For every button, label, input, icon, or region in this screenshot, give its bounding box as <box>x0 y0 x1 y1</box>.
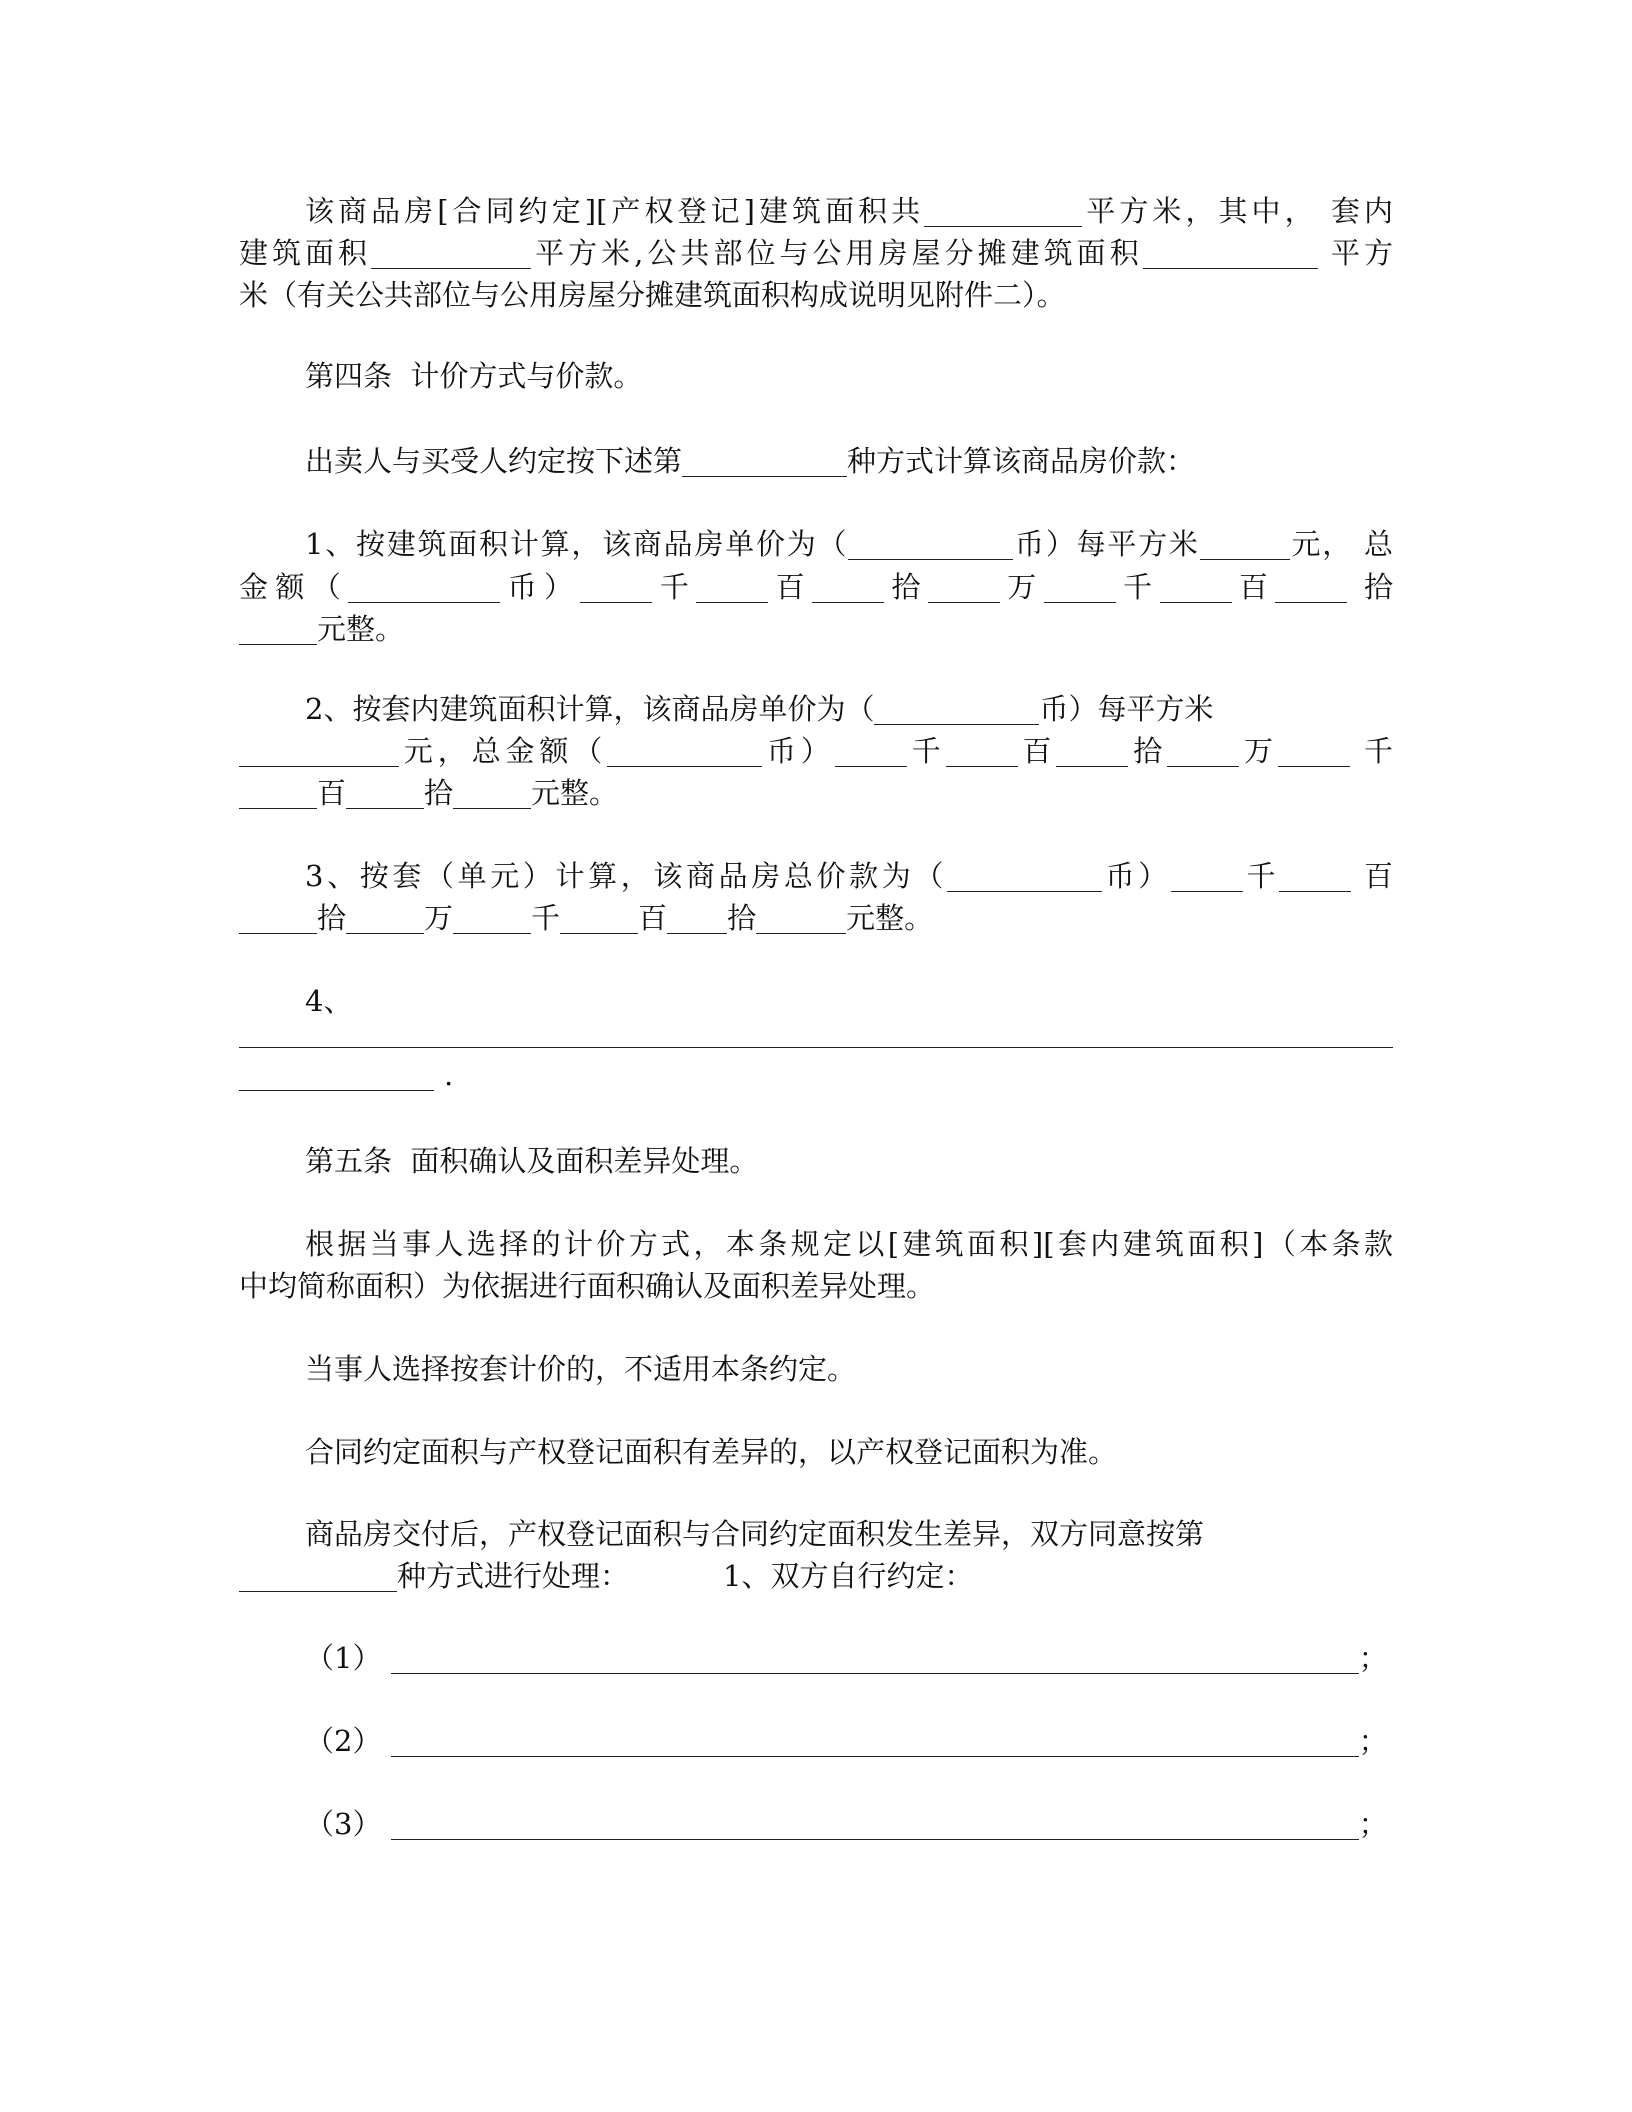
method-choice: 出卖人与买受人约定按下述第 种方式计算该商品房价款： <box>305 444 1196 478</box>
para1-line3: 米（有关公共部位与公用房屋分摊建筑面积构成说明见附件二）。 <box>239 278 1066 312</box>
para5a-line1: 根据当事人选择的计价方式，本条规定以[建筑面积][套内建筑面积]（本条款 <box>305 1227 1393 1261</box>
method3-line1: 3、按套（单元）计算，该商品房总价款为（ 币） 千 百 <box>305 859 1394 893</box>
method4-label: 4、 <box>305 984 353 1018</box>
article5-title: 第五条 面积确认及面积差异处理。 <box>305 1144 759 1178</box>
method4-end-dot: . <box>444 1058 454 1092</box>
para1-line1: 该商品房[合同约定][产权登记]建筑面积共 平方米，其中， 套内 <box>305 194 1393 228</box>
item-3: （3） ； <box>305 1807 1388 1841</box>
method3-line2: 拾 万 千 百 拾 元整。 <box>239 897 1393 939</box>
para5d-line1: 商品房交付后，产权登记面积与合同约定面积发生差异，双方同意按第 <box>305 1517 1205 1551</box>
method1-line3: 元整。 <box>239 608 1393 650</box>
para5b: 当事人选择按套计价的，不适用本条约定。 <box>305 1352 857 1386</box>
item-2: （2） ； <box>305 1724 1388 1758</box>
method1-line2: 金额（ 币） 千 百 拾 万 千 百 拾 <box>239 570 1393 604</box>
method2-line3: 百 拾 元整。 <box>239 772 1393 814</box>
item-1: （1） ； <box>305 1641 1388 1675</box>
para5a-line2: 中均简称面积）为依据进行面积确认及面积差异处理。 <box>239 1269 936 1303</box>
method2-line2: 元，总金额（ 币） 千 百 拾 万 千 <box>239 730 1393 772</box>
method1-line1: 1、按建筑面积计算，该商品房单价为（ 币）每平方米 元， 总 <box>305 527 1393 561</box>
method4-blank-line-2 <box>239 1090 434 1091</box>
para1-line2: 建筑面积 平方米,公共部位与公用房屋分摊建筑面积 平方 <box>239 236 1393 270</box>
method4-blank-line <box>239 1047 1393 1048</box>
article4-title: 第四条 计价方式与价款。 <box>305 359 643 393</box>
para5c: 合同约定面积与产权登记面积有差异的，以产权登记面积为准。 <box>305 1435 1118 1469</box>
para5d-line2: 种方式进行处理： 1、双方自行约定： <box>239 1555 1393 1597</box>
method2-line1: 2、按套内建筑面积计算，该商品房单价为（ 币）每平方米 <box>305 692 1214 726</box>
